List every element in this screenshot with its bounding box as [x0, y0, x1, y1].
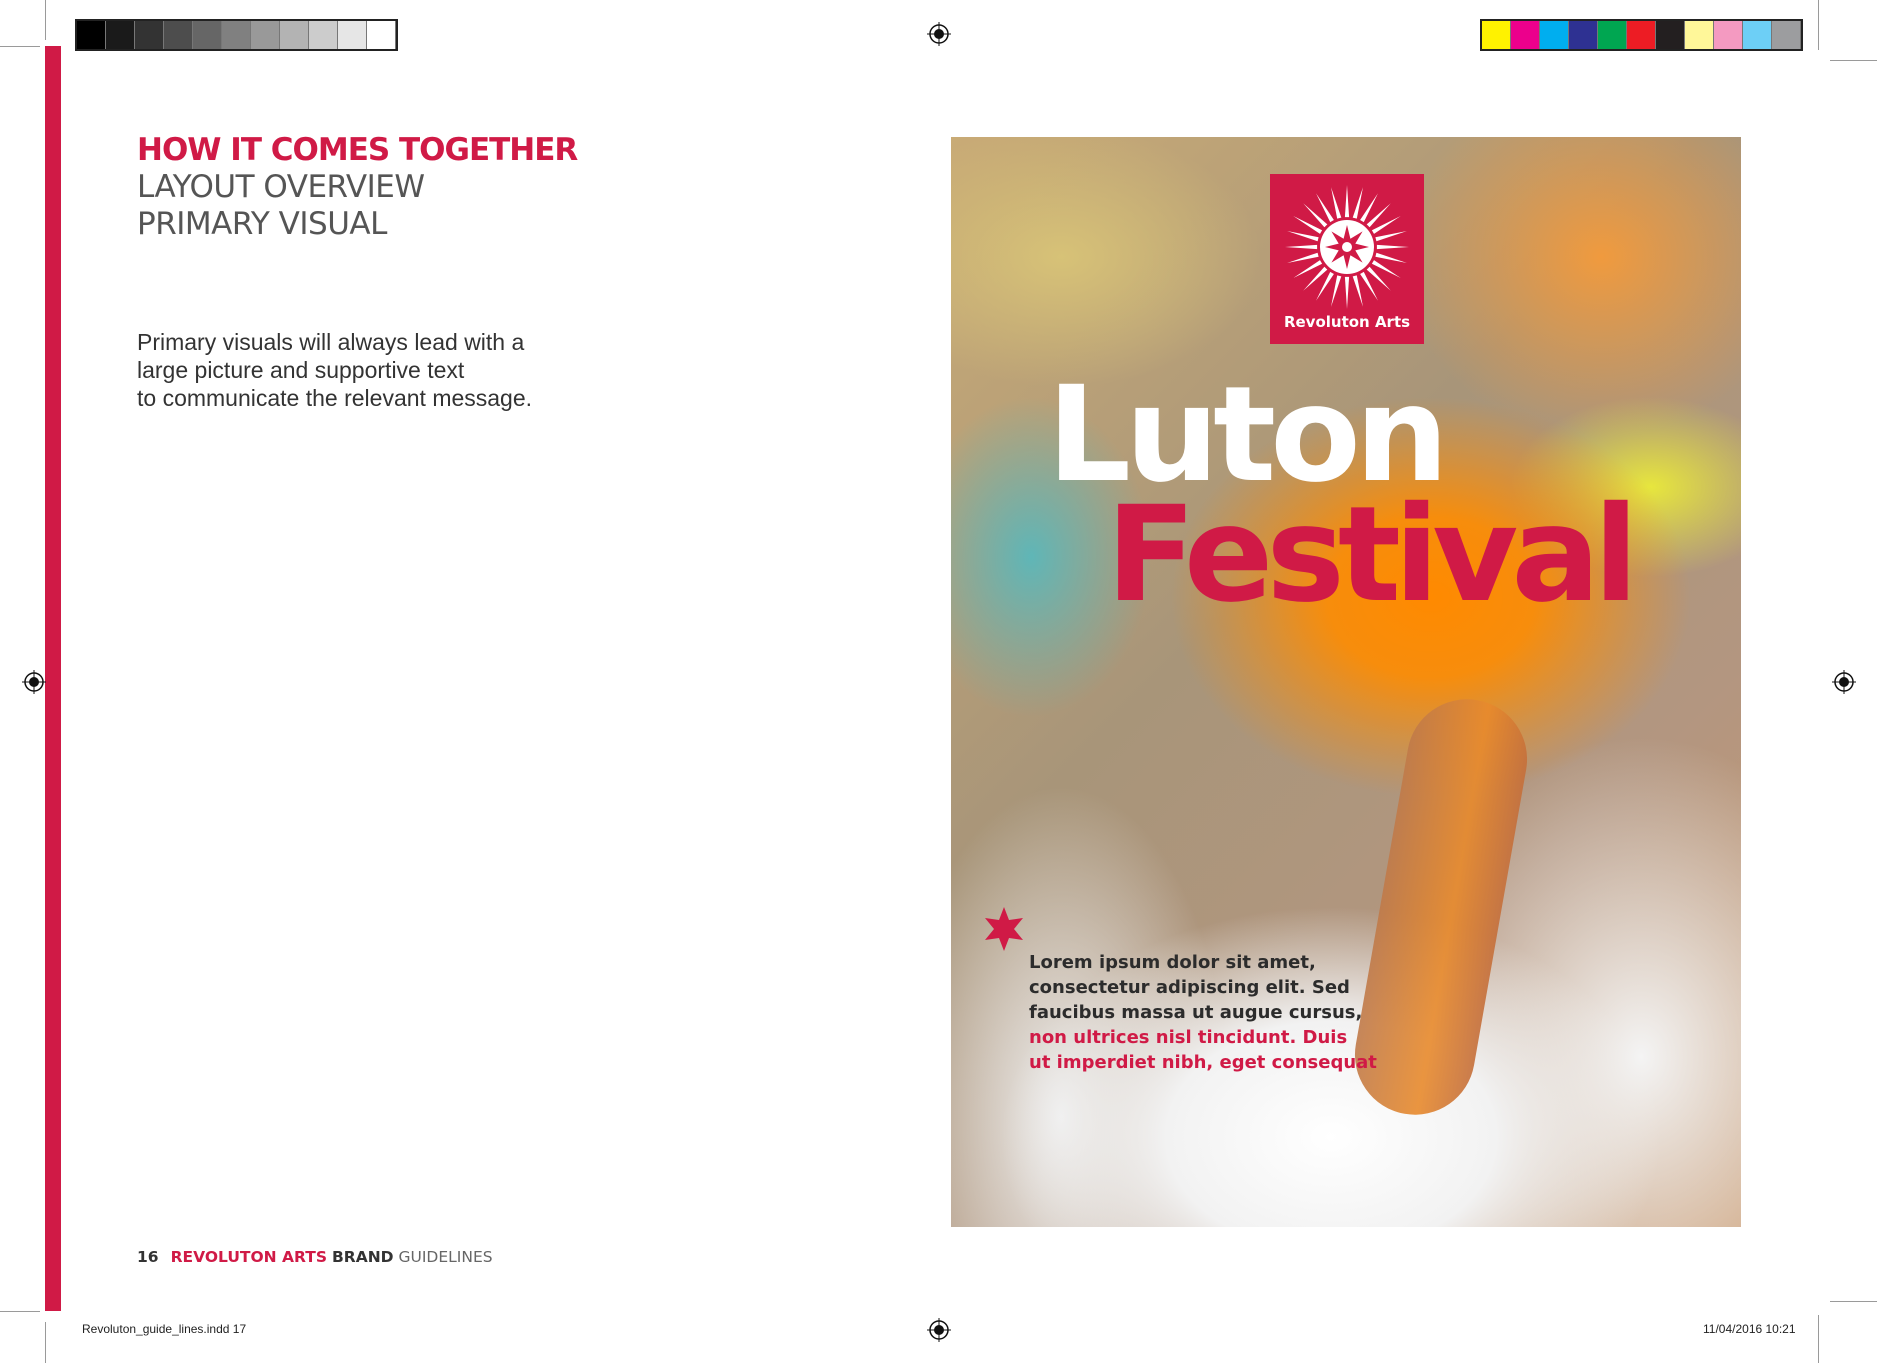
crop-mark — [45, 0, 46, 40]
slug-filename: Revoluton_guide_lines.indd 17 — [82, 1322, 247, 1336]
crop-mark — [45, 1322, 46, 1363]
caption-line: Lorem ipsum dolor sit amet, — [1029, 952, 1316, 973]
starburst-logo-icon — [1284, 184, 1410, 310]
footer-brand-word: BRAND — [331, 1248, 394, 1266]
caption-line-highlight: ut imperdiet nibh, eget consequat — [1029, 1052, 1377, 1073]
star-icon — [982, 907, 1026, 951]
registration-mark-icon — [927, 1318, 951, 1342]
body-line: large picture and supportive text — [137, 357, 465, 383]
color-swatch — [1714, 21, 1743, 49]
logo-ray — [1345, 277, 1349, 309]
logo-text: Revoluton Arts — [1283, 313, 1411, 331]
color-swatch — [1772, 21, 1801, 49]
logo-center — [1342, 242, 1352, 252]
logo-ray — [1375, 231, 1407, 241]
logo-ray — [1331, 187, 1341, 219]
color-swatch — [367, 21, 396, 49]
page-number: 16 — [137, 1248, 159, 1266]
registration-mark-icon — [927, 22, 951, 46]
section-heading — [137, 132, 577, 243]
logo-ray — [1353, 275, 1363, 307]
caption-line-highlight: non ultrices nisl tincidunt. Duis — [1029, 1027, 1348, 1048]
footer-brand: REVOLUTON ARTS — [170, 1248, 328, 1266]
color-swatch — [1627, 21, 1656, 49]
page-footer — [137, 1248, 493, 1266]
caption-line: consectetur adipiscing elit. Sed — [1029, 977, 1350, 998]
crop-mark — [1830, 60, 1877, 61]
page-edge-bar — [45, 46, 61, 1311]
heading-line-2: LAYOUT OVERVIEW — [137, 169, 425, 205]
grayscale-bar — [75, 19, 398, 51]
crop-mark — [1818, 1315, 1819, 1363]
color-bar — [1480, 19, 1803, 51]
color-swatch — [164, 21, 193, 49]
poster-caption — [1029, 950, 1377, 1075]
color-swatch — [106, 21, 135, 49]
color-swatch — [1743, 21, 1772, 49]
heading-line-1: HOW IT COMES TOGETHER — [137, 132, 578, 168]
logo-ray — [1353, 187, 1363, 219]
heading-line-3: PRIMARY VISUAL — [137, 206, 387, 242]
registration-mark-icon — [22, 670, 46, 694]
footer-guidelines: GUIDELINES — [398, 1248, 493, 1266]
body-paragraph — [137, 328, 607, 412]
logo-ray — [1377, 245, 1409, 249]
color-swatch — [77, 21, 106, 49]
logo-ray — [1375, 253, 1407, 263]
logo-ray — [1331, 275, 1341, 307]
color-swatch — [280, 21, 309, 49]
color-swatch — [135, 21, 164, 49]
slug-date: 11/04/2016 10:21 — [1703, 1322, 1796, 1336]
caption-line: faucibus massa ut augue cursus, — [1029, 1002, 1363, 1023]
color-swatch — [222, 21, 251, 49]
body-line: to communicate the relevant message. — [137, 385, 533, 411]
color-swatch — [1511, 21, 1540, 49]
registration-mark-icon — [1832, 670, 1856, 694]
color-swatch — [1540, 21, 1569, 49]
poster-title-line-2: Festival — [1106, 478, 1632, 632]
color-swatch — [309, 21, 338, 49]
logo-ray — [1287, 231, 1319, 241]
hero-photo — [951, 137, 1741, 1227]
crop-mark — [0, 46, 40, 47]
crop-mark — [1830, 1301, 1877, 1302]
crop-mark — [1818, 0, 1819, 50]
logo-ray — [1285, 245, 1317, 249]
color-swatch — [1482, 21, 1511, 49]
color-swatch — [1656, 21, 1685, 49]
body-line: Primary visuals will always lead with a — [137, 329, 525, 355]
revoluton-arts-logo — [1270, 174, 1424, 344]
color-swatch — [1569, 21, 1598, 49]
color-swatch — [338, 21, 367, 49]
poster-title-line-1: Luton — [1047, 358, 1443, 512]
color-swatch — [193, 21, 222, 49]
crop-mark — [0, 1311, 40, 1312]
logo-ray — [1287, 253, 1319, 263]
logo-ray — [1345, 185, 1349, 217]
color-swatch — [1685, 21, 1714, 49]
color-swatch — [251, 21, 280, 49]
color-swatch — [1598, 21, 1627, 49]
